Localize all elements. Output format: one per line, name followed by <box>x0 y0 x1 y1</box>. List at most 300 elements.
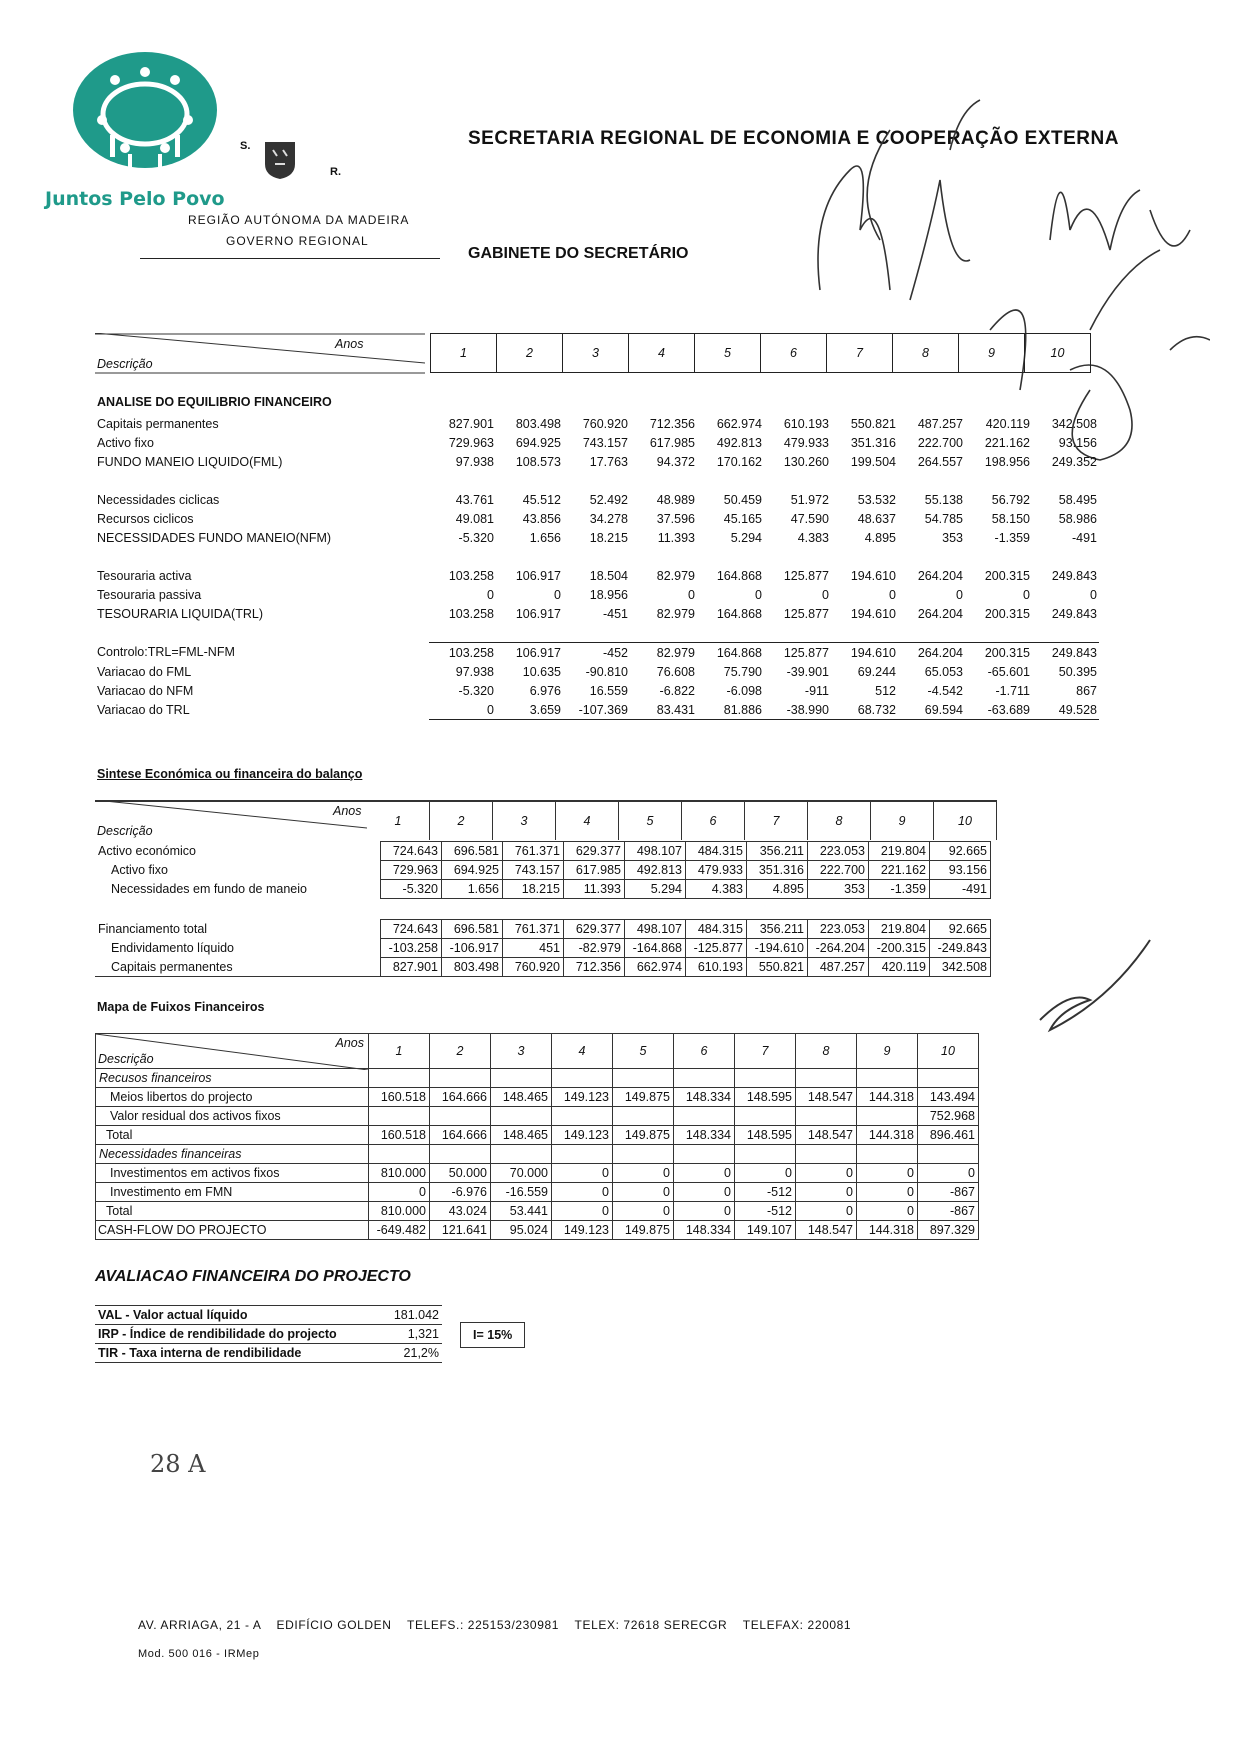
cell-value: 0 <box>857 1164 918 1183</box>
table-row <box>96 1107 979 1126</box>
coat-of-arms-icon <box>263 140 297 185</box>
table-row <box>95 585 1099 604</box>
cell-value <box>735 1107 796 1126</box>
cell-value: 0 <box>552 1202 613 1221</box>
cell-value: 108.573 <box>515 454 561 469</box>
cell-value: 164.666 <box>430 1126 491 1145</box>
cell-value: 51.972 <box>790 492 829 507</box>
cell-value: 65.053 <box>924 664 963 679</box>
cell-value: 0 <box>857 1183 918 1202</box>
cell-value: 164.868 <box>697 643 764 663</box>
row-label: Capitais permanentes <box>95 958 381 977</box>
cell-value: 761.371 <box>503 920 564 939</box>
cell-value: 0 <box>674 1202 735 1221</box>
descricao-label: Descrição <box>97 824 153 838</box>
descricao-label: Descrição <box>97 357 153 371</box>
cell-value: -1.711 <box>995 683 1030 698</box>
table-row <box>96 1069 979 1088</box>
evaluation-title: AVALIACAO FINANCEIRA DO PROJECTO <box>95 1268 411 1285</box>
discount-rate: I= 15% <box>460 1322 525 1348</box>
table-row <box>95 861 991 880</box>
cell-value: 43.024 <box>430 1202 491 1221</box>
cell-value: 353 <box>942 530 963 545</box>
cell-value: 18.215 <box>589 530 628 545</box>
cell-value: 58.495 <box>1058 492 1097 507</box>
cell-value: 264.557 <box>917 454 963 469</box>
table-row <box>96 1202 979 1221</box>
table-row <box>96 1126 979 1145</box>
cell-value: 420.119 <box>869 958 930 977</box>
cell-value: 103.258 <box>448 606 494 621</box>
table-row <box>96 1164 979 1183</box>
cell-value: -5.320 <box>458 683 494 698</box>
cell-value: 0 <box>552 1164 613 1183</box>
cell-value: 479.933 <box>783 435 829 450</box>
cell-value: 18.956 <box>589 587 628 602</box>
cell-value: 50.459 <box>723 492 762 507</box>
cell-value: 45.512 <box>522 492 561 507</box>
synthesis-title: Sintese Económica ou financeira do balanço <box>97 767 363 781</box>
cell-value: 68.732 <box>831 700 898 720</box>
table-row <box>95 842 991 861</box>
synthesis-header <box>95 800 1030 840</box>
cell-value: 58.150 <box>991 511 1030 526</box>
cell-value: 144.318 <box>857 1088 918 1107</box>
table-row <box>96 1221 979 1240</box>
logo-text: Juntos Pelo Povo <box>45 188 225 210</box>
cell-value <box>491 1107 552 1126</box>
check-signature <box>1030 930 1160 1065</box>
year-header: 1 <box>367 801 430 840</box>
cell-value: 420.119 <box>985 416 1030 431</box>
cell-value: 810.000 <box>369 1202 430 1221</box>
cell-value: 11.393 <box>657 530 695 545</box>
year-header: 8 <box>808 801 871 840</box>
cell-value: 149.875 <box>613 1126 674 1145</box>
row-label: FUNDO MANEIO LIQUIDO(FML) <box>97 454 283 469</box>
cell-value: -491 <box>930 880 991 899</box>
cell-value: 223.053 <box>808 842 869 861</box>
year-header: 9 <box>871 801 934 840</box>
cell-value: 0 <box>956 587 963 602</box>
analysis-title: ANALISE DO EQUILIBRIO FINANCEIRO <box>97 395 332 409</box>
year-header: 2 <box>430 801 493 840</box>
table-row <box>96 1088 979 1107</box>
cell-value: -867 <box>918 1202 979 1221</box>
cell-value: -491 <box>1071 530 1097 545</box>
header-cell <box>96 1034 369 1069</box>
cell-value: 148.595 <box>735 1126 796 1145</box>
table-row <box>96 1183 979 1202</box>
cell-value: 93.156 <box>1058 435 1097 450</box>
cell-value: 0 <box>735 1164 796 1183</box>
table-row <box>95 700 1099 720</box>
cell-value <box>430 1107 491 1126</box>
years-header <box>367 800 997 840</box>
cell-value: 662.974 <box>716 416 762 431</box>
row-label: Activo fixo <box>111 863 168 877</box>
cell-value: 121.641 <box>430 1221 491 1240</box>
cell-value: 760.920 <box>582 416 628 431</box>
cell-value: -39.901 <box>786 664 829 679</box>
cell-value: 148.334 <box>674 1126 735 1145</box>
cell-value <box>796 1107 857 1126</box>
table-row <box>95 939 991 958</box>
cell-value: 0 <box>796 1164 857 1183</box>
cell-value: 76.608 <box>656 664 695 679</box>
cell-value: 53.441 <box>491 1202 552 1221</box>
row-label: Endividamento líquido <box>111 941 234 955</box>
table-row <box>96 1034 979 1069</box>
cell-value: 0 <box>369 1183 430 1202</box>
cell-value: 94.372 <box>656 454 695 469</box>
cell-value: 0 <box>755 587 762 602</box>
cell-value: 130.260 <box>783 454 829 469</box>
cell-value: 351.316 <box>850 435 896 450</box>
year-header: 10 <box>918 1034 979 1069</box>
cell-value: 47.590 <box>790 511 829 526</box>
cell-value <box>552 1107 613 1126</box>
cell-value: 37.596 <box>656 511 695 526</box>
cell-value: 148.547 <box>796 1088 857 1107</box>
row-label: TESOURARIA LIQUIDA(TRL) <box>97 606 263 621</box>
cell-value: 810.000 <box>369 1164 430 1183</box>
cell-value: 0 <box>796 1202 857 1221</box>
cell-value: 264.204 <box>917 568 963 583</box>
table-row <box>95 490 1099 509</box>
year-header: 5 <box>619 801 682 840</box>
cell-value: 803.498 <box>515 416 561 431</box>
cell-value: -649.482 <box>369 1221 430 1240</box>
cell-value: 43.761 <box>455 492 494 507</box>
cell-value: 4.895 <box>864 530 896 545</box>
anos-label: Anos <box>333 804 362 818</box>
cell-value: 356.211 <box>747 842 808 861</box>
cell-value: 249.843 <box>1051 568 1097 583</box>
cell-value: 662.974 <box>625 958 686 977</box>
years-header <box>430 333 1091 373</box>
cell-value: 356.211 <box>747 920 808 939</box>
cell-value: 82.979 <box>630 643 697 663</box>
table-row <box>95 1325 442 1344</box>
table-row <box>95 1344 442 1363</box>
cabinet-title: GABINETE DO SECRETÁRIO <box>468 245 689 262</box>
row-label: CASH-FLOW DO PROJECTO <box>96 1221 369 1240</box>
cell-value: 92.665 <box>930 842 991 861</box>
cell-value: 125.877 <box>783 568 829 583</box>
cell-value: 49.081 <box>455 511 494 526</box>
cell-value: 219.804 <box>869 920 930 939</box>
cell-value: 103.258 <box>448 568 494 583</box>
cell-value: -103.258 <box>381 939 442 958</box>
cell-value: 55.138 <box>924 492 963 507</box>
cell-value: 827.901 <box>381 958 442 977</box>
cell-value: 694.925 <box>442 861 503 880</box>
cell-value: 0 <box>1090 587 1097 602</box>
cell-value: 492.813 <box>716 435 762 450</box>
cell-value: 219.804 <box>869 842 930 861</box>
cell-value: 617.985 <box>649 435 695 450</box>
cell-value: 200.315 <box>984 606 1030 621</box>
cell-value: 149.123 <box>552 1126 613 1145</box>
cell-value: 803.498 <box>442 958 503 977</box>
cell-value: 249.843 <box>1051 606 1097 621</box>
cell-value: 0 <box>674 1183 735 1202</box>
cell-value: 54.785 <box>924 511 963 526</box>
cell-value: 0 <box>918 1164 979 1183</box>
cell-value: 49.528 <box>1032 700 1099 720</box>
cell-value: 484.315 <box>686 842 747 861</box>
year-header: 7 <box>827 334 893 373</box>
cell-value: 160.518 <box>369 1126 430 1145</box>
year-header: 4 <box>552 1034 613 1069</box>
cell-value: 56.792 <box>991 492 1030 507</box>
row-label: Valor residual dos activos fixos <box>96 1107 369 1126</box>
cell-value: 70.000 <box>491 1164 552 1183</box>
cell-value: 696.581 <box>442 842 503 861</box>
cell-value: 0 <box>487 587 494 602</box>
table-row <box>95 662 1099 681</box>
cell-value: 4.895 <box>747 880 808 899</box>
cell-value: -911 <box>804 683 829 698</box>
cell-value: 498.107 <box>625 842 686 861</box>
table-row <box>95 604 1099 623</box>
cell-value: 0 <box>1023 587 1030 602</box>
cell-value: 106.917 <box>496 643 563 663</box>
cell-value: 45.165 <box>723 511 762 526</box>
year-header: 9 <box>959 334 1025 373</box>
cell-value: 194.610 <box>850 568 896 583</box>
cell-value: 144.318 <box>857 1221 918 1240</box>
cell-value: 694.925 <box>515 435 561 450</box>
cell-value: 610.193 <box>686 958 747 977</box>
cell-value: 148.595 <box>735 1088 796 1107</box>
cell-value: -63.689 <box>965 700 1032 720</box>
row-label: Tesouraria passiva <box>97 587 202 602</box>
cell-value: 148.465 <box>491 1126 552 1145</box>
table-row <box>95 509 1099 528</box>
cell-value: 221.162 <box>869 861 930 880</box>
row-label: Variacao do NFM <box>97 683 194 698</box>
table-row <box>95 452 1099 471</box>
year-header: 8 <box>796 1034 857 1069</box>
cell-value: 221.162 <box>984 435 1030 450</box>
year-header: 7 <box>735 1034 796 1069</box>
seal <box>240 140 250 152</box>
cell-value: 867 <box>1076 683 1097 698</box>
table-row <box>95 958 991 977</box>
year-header: 3 <box>493 801 556 840</box>
cell-value: 18.504 <box>589 568 628 583</box>
cell-value: 93.156 <box>930 861 991 880</box>
anos-label: Anos <box>335 1036 364 1050</box>
cell-value: 149.875 <box>613 1088 674 1107</box>
flows-table <box>95 1033 979 1240</box>
cell-value: -867 <box>918 1183 979 1202</box>
cell-value: 550.821 <box>747 958 808 977</box>
row-label: Financiamento total <box>98 922 208 936</box>
cell-value: -65.601 <box>987 664 1030 679</box>
year-header: 2 <box>430 1034 491 1069</box>
cell-value: 144.318 <box>857 1126 918 1145</box>
cell-value: 0 <box>857 1202 918 1221</box>
cell-value: 550.821 <box>850 416 896 431</box>
cell-value: 48.989 <box>656 492 695 507</box>
logo-circle-icon <box>70 50 220 175</box>
cell-value: 5.294 <box>730 530 762 545</box>
cell-value: -106.917 <box>442 939 503 958</box>
cell-value: -4.542 <box>927 683 963 698</box>
cell-value <box>674 1107 735 1126</box>
cell-value: 724.643 <box>381 842 442 861</box>
anos-label: Anos <box>335 337 364 351</box>
cell-value: 149.875 <box>613 1221 674 1240</box>
row-label: Capitais permanentes <box>97 416 219 431</box>
row-label: Necessidades em fundo de maneio <box>111 882 307 896</box>
row-label: Investimento em FMN <box>96 1183 369 1202</box>
synthesis-table <box>95 841 991 977</box>
cell-value: 696.581 <box>442 920 503 939</box>
cell-value: 249.352 <box>1051 454 1097 469</box>
cell-value: -5.320 <box>458 530 494 545</box>
cell-value: 200.315 <box>965 643 1032 663</box>
eval-value: 1,321 <box>366 1325 442 1344</box>
year-header: 4 <box>629 334 695 373</box>
cell-value: 0 <box>688 587 695 602</box>
cell-value: 264.204 <box>917 606 963 621</box>
year-header: 3 <box>563 334 629 373</box>
eval-label: VAL - Valor actual líquido <box>95 1306 366 1325</box>
cell-value: 95.024 <box>491 1221 552 1240</box>
cell-value: 5.294 <box>625 880 686 899</box>
cell-value: 160.518 <box>369 1088 430 1107</box>
cell-value: 69.244 <box>857 664 896 679</box>
year-header: 10 <box>934 801 997 840</box>
cell-value: 712.356 <box>564 958 625 977</box>
table-row <box>95 528 1099 547</box>
cell-value: -6.822 <box>659 683 695 698</box>
cell-value: 712.356 <box>649 416 695 431</box>
cell-value: 148.465 <box>491 1088 552 1107</box>
government: GOVERNO REGIONAL <box>226 234 369 248</box>
cell-value: 629.377 <box>564 920 625 939</box>
year-header: 6 <box>682 801 745 840</box>
cell-value: 897.329 <box>918 1221 979 1240</box>
year-header: 8 <box>893 334 959 373</box>
flows-title: Mapa de Fuixos Financeiros <box>97 1000 265 1014</box>
cell-value: 487.257 <box>917 416 963 431</box>
year-header: 3 <box>491 1034 552 1069</box>
cell-value <box>613 1107 674 1126</box>
cell-value: 83.431 <box>630 700 697 720</box>
cell-value: 729.963 <box>448 435 494 450</box>
cell-value: 6.976 <box>529 683 561 698</box>
secretariat-title: SECRETARIA REGIONAL DE ECONOMIA E COOPERAÇÃO EXTERNA <box>468 128 1119 149</box>
cell-value: 351.316 <box>747 861 808 880</box>
cell-value: 125.877 <box>764 643 831 663</box>
cell-value <box>369 1107 430 1126</box>
cell-value: 194.610 <box>850 606 896 621</box>
cell-value: 222.700 <box>917 435 963 450</box>
row-label: Investimentos em activos fixos <box>96 1164 369 1183</box>
cell-value: 50.000 <box>430 1164 491 1183</box>
cell-value: -6.098 <box>726 683 762 698</box>
eval-value: 21,2% <box>366 1344 442 1363</box>
cell-value: 199.504 <box>850 454 896 469</box>
row-label: Total <box>96 1202 369 1221</box>
seal-left: S. <box>240 140 251 152</box>
cell-value: 0 <box>889 587 896 602</box>
cell-value: 342.508 <box>930 958 991 977</box>
cell-value: 0 <box>554 587 561 602</box>
analysis-header <box>95 333 1110 375</box>
cell-value: 3.659 <box>496 700 563 720</box>
year-header: 5 <box>695 334 761 373</box>
cell-value: -1.359 <box>994 530 1030 545</box>
cell-value: 610.193 <box>783 416 829 431</box>
cell-value: -512 <box>735 1183 796 1202</box>
cell-value: 484.315 <box>686 920 747 939</box>
table-row <box>95 433 1099 452</box>
cell-value: 82.979 <box>656 568 695 583</box>
row-label: Recursos ciclicos <box>97 511 194 526</box>
cell-value: 58.986 <box>1058 511 1097 526</box>
cell-value: -451 <box>602 606 628 621</box>
cell-value: 827.901 <box>448 416 494 431</box>
row-label: Meios libertos do projecto <box>96 1088 369 1107</box>
cell-value: 148.334 <box>674 1221 735 1240</box>
cell-value: 81.886 <box>697 700 764 720</box>
cell-value: 149.123 <box>552 1088 613 1107</box>
cell-value: 10.635 <box>522 664 561 679</box>
cell-value: 4.383 <box>686 880 747 899</box>
cell-value: 75.790 <box>723 664 762 679</box>
row-label: Activo fixo <box>97 435 154 450</box>
cell-value: 0 <box>796 1183 857 1202</box>
logo <box>70 50 220 180</box>
cell-value: -5.320 <box>381 880 442 899</box>
cell-value: 0 <box>552 1183 613 1202</box>
cell-value: -16.559 <box>491 1183 552 1202</box>
cell-value: 198.956 <box>984 454 1030 469</box>
eval-label: IRP - Índice de rendibilidade do projecto <box>95 1325 366 1344</box>
cell-value: -452 <box>563 643 630 663</box>
cell-value <box>857 1107 918 1126</box>
cell-value: 0 <box>429 700 496 720</box>
cell-value: 164.868 <box>716 568 762 583</box>
cell-value: -6.976 <box>430 1183 491 1202</box>
cell-value: -264.204 <box>808 939 869 958</box>
cell-value: 82.979 <box>656 606 695 621</box>
cell-value: 0 <box>674 1164 735 1183</box>
cell-value: 148.547 <box>796 1221 857 1240</box>
cell-value: 170.162 <box>716 454 762 469</box>
row-label: Activo económico <box>98 844 196 858</box>
cell-value: 729.963 <box>381 861 442 880</box>
cell-value: -38.990 <box>764 700 831 720</box>
cell-value: 342.508 <box>1051 416 1097 431</box>
cell-value: 97.938 <box>455 454 494 469</box>
year-header: 1 <box>369 1034 430 1069</box>
cell-value: 264.204 <box>898 643 965 663</box>
year-header: 10 <box>1025 334 1091 373</box>
cell-value: 69.594 <box>898 700 965 720</box>
cell-value: 149.107 <box>735 1221 796 1240</box>
header-rule <box>140 258 440 259</box>
region: REGIÃO AUTÓNOMA DA MADEIRA <box>188 213 410 227</box>
descricao-label: Descrição <box>98 1052 154 1066</box>
cell-value: 164.868 <box>716 606 762 621</box>
